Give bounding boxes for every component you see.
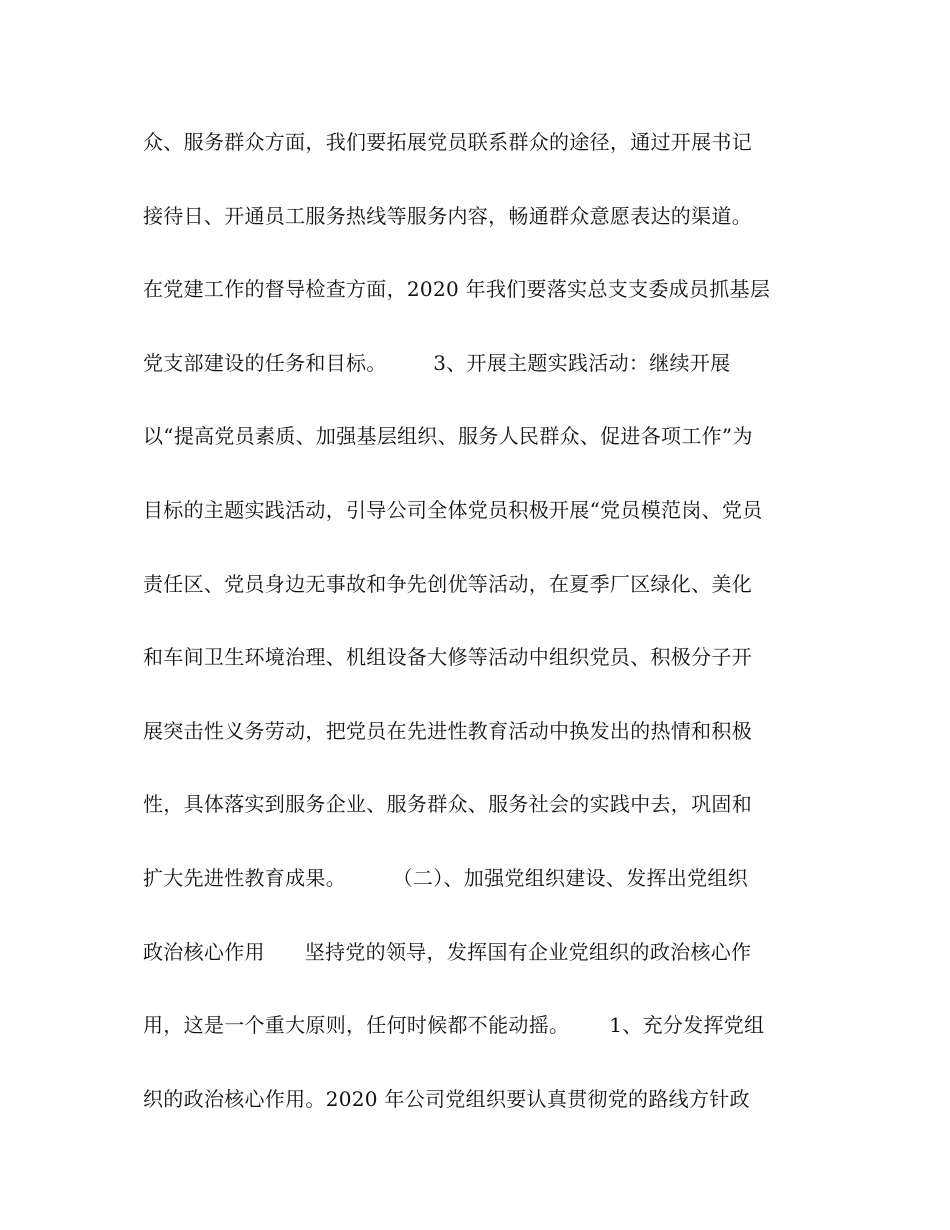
text-line-7: 责任区、党员身边无事故和争先创优等活动，在夏季厂区绿化、美化 — [143, 571, 752, 596]
text-line-2: 接待日、开通员工服务热线等服务内容，畅通群众意愿表达的渠道。 — [143, 203, 752, 228]
text-line-4: 党支部建设的任务和目标。 3、开展主题实践活动：继续开展 — [143, 350, 731, 375]
text-line-14: 织的政治核心作用。2020 年公司党组织要认真贯彻党的路线方针政 — [143, 1086, 750, 1111]
document-body — [143, 122, 823, 1152]
text-line-13: 用，这是一个重大原则，任何时候都不能动摇。 1、充分发挥党组 — [143, 1013, 765, 1038]
text-line-1: 众、服务群众方面，我们要拓展党员联系群众的途径，通过开展书记 — [143, 130, 752, 154]
text-line-9: 展突击性义务劳动，把党员在先进性教育活动中换发出的热情和积极 — [143, 718, 752, 743]
text-line-6: 目标的主题实践活动，引导公司全体党员积极开展“党员模范岗、党员 — [143, 497, 763, 522]
text-line-3: 在党建工作的督导检查方面，2020 年我们要落实总支支委成员抓基层 — [143, 277, 771, 302]
text-line-8: 和车间卫生环境治理、机组设备大修等活动中组织党员、积极分子开 — [143, 645, 752, 670]
text-line-11: 扩大先进性教育成果。 （二）、加强党组织建设、发挥出党组织 — [143, 865, 749, 890]
text-line-5: 以“提高党员素质、加强基层组织、服务人民群众、促进各项工作”为 — [143, 424, 753, 449]
text-line-10: 性，具体落实到服务企业、服务群众、服务社会的实践中去，巩固和 — [143, 792, 752, 817]
text-line-12: 政治核心作用 坚持党的领导，发挥国有企业党组织的政治核心作 — [143, 939, 752, 964]
